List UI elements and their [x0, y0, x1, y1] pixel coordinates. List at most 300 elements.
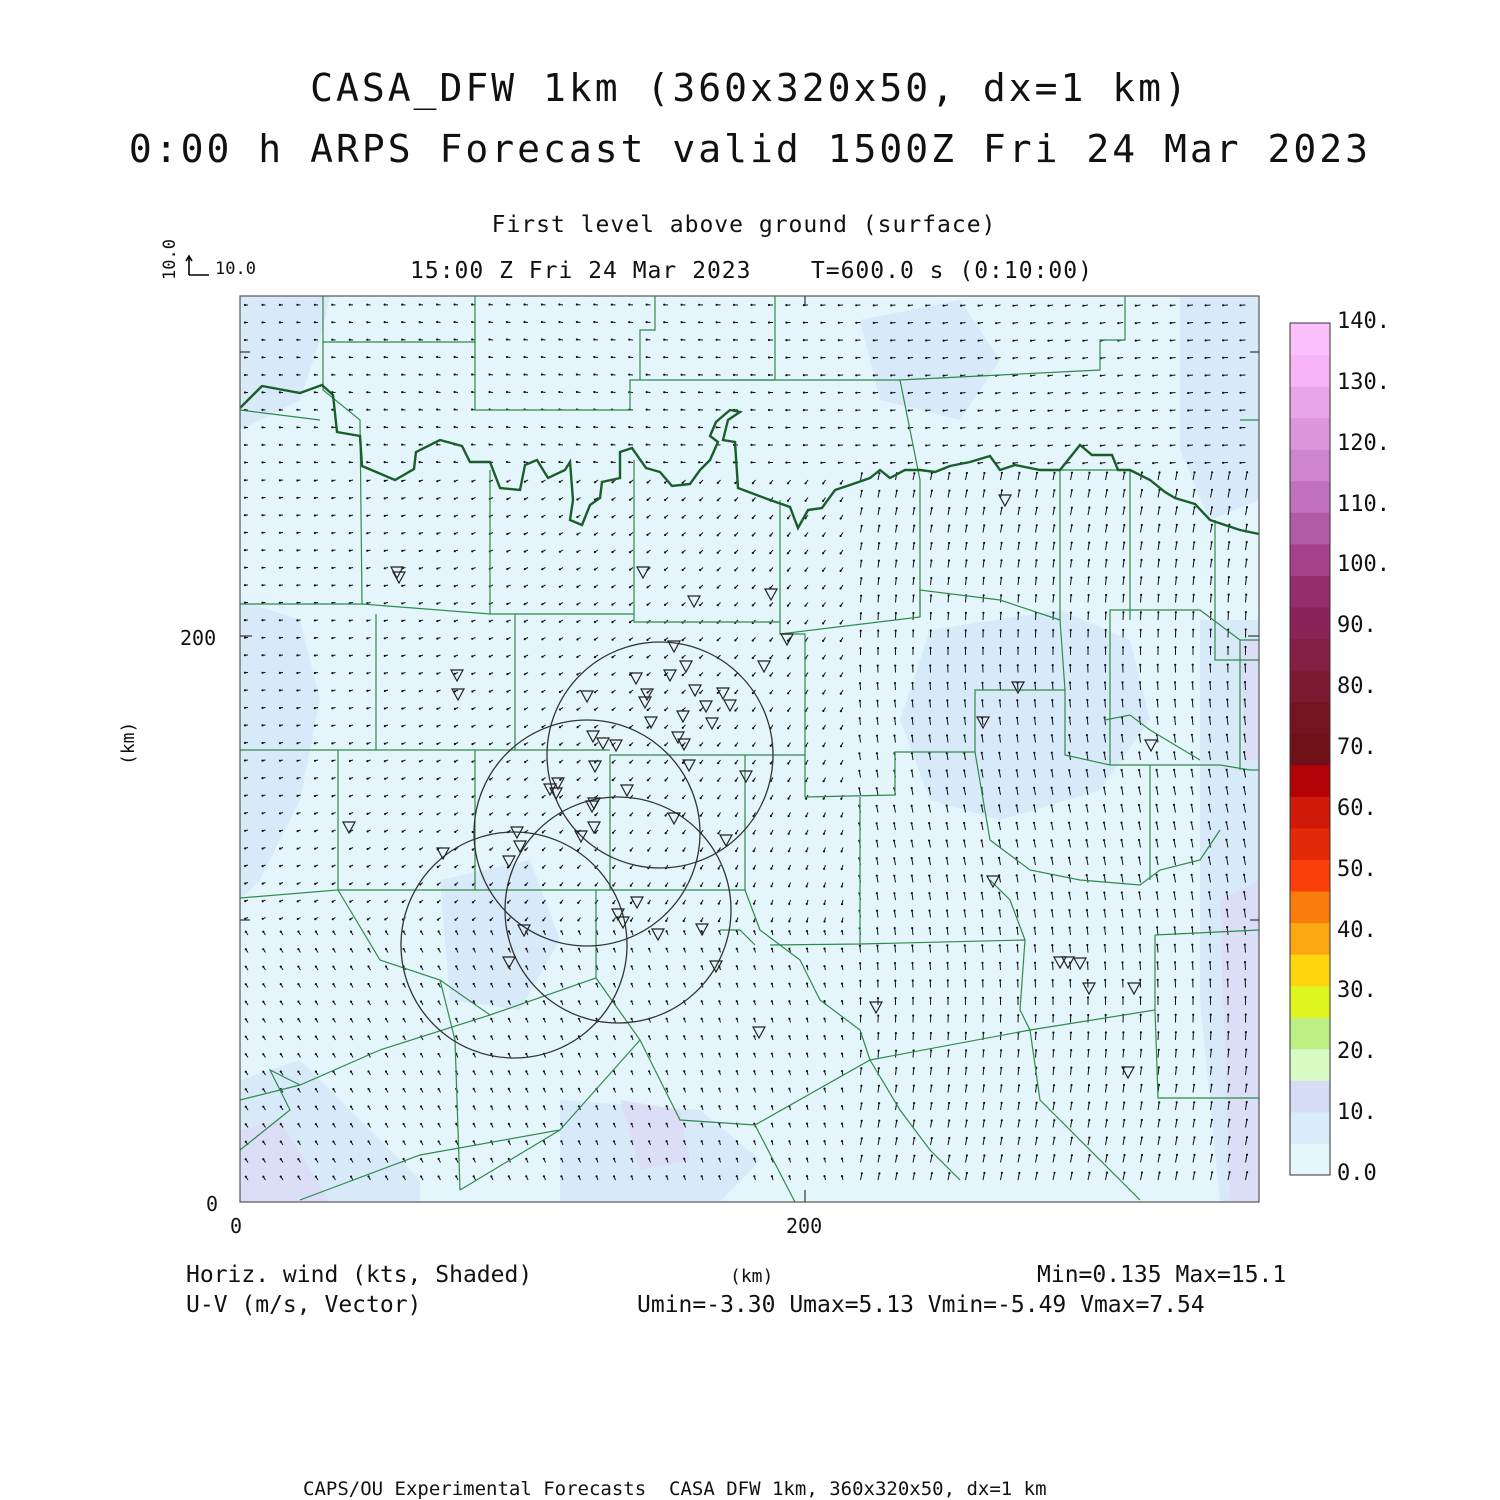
wind-vector-head [366, 813, 368, 815]
wind-vector-head [1190, 856, 1192, 858]
wind-vector-head [506, 691, 508, 693]
wind-vector-head [663, 321, 665, 323]
min-max-readout: Min=0.135 Max=15.1 [1037, 1262, 1287, 1288]
wind-vector-head [665, 814, 667, 816]
wind-vector-head [966, 489, 968, 491]
wind-vector-head [262, 847, 264, 849]
wind-vector-head [858, 770, 860, 772]
wind-vector-head [349, 444, 351, 446]
wind-vector-head [454, 796, 456, 798]
wind-vector-head [948, 594, 950, 596]
wind-vector [1228, 962, 1229, 970]
wind-vector-head [454, 461, 456, 463]
wind-vector-head [542, 849, 544, 851]
wind-vector-head [612, 867, 614, 869]
wind-vector-head [663, 409, 665, 411]
wind-vector [1088, 595, 1089, 603]
wind-vector-head [981, 857, 983, 859]
wind-vector-head [436, 373, 438, 375]
wind-vector-head [947, 1014, 949, 1016]
wind-vector-head [436, 725, 438, 727]
wind-vector-head [244, 567, 246, 569]
wind-vector-head [930, 1032, 932, 1034]
wind-vector-head [946, 927, 948, 929]
wind-vector-head [750, 321, 752, 323]
wind-vector-head [911, 787, 913, 789]
wind-vector-head [1225, 856, 1227, 858]
wind-vector-head [367, 830, 369, 832]
wind-vector-head [314, 619, 316, 621]
wind-vector-head [648, 920, 650, 922]
wind-vector-head [612, 849, 614, 851]
wind-vector-head [436, 743, 438, 745]
wind-vector-head [718, 867, 720, 869]
wind-vector-head [768, 391, 770, 393]
wind-vector-head [1052, 979, 1054, 981]
wind-vector-head [735, 903, 737, 905]
wind-vector-head [576, 426, 578, 428]
wind-vector-head [646, 586, 648, 588]
wind-vector-head [1034, 962, 1036, 964]
wind-vector-head [1105, 1014, 1107, 1016]
wind-vector-head [785, 462, 787, 464]
wind-vector-head [804, 587, 806, 589]
wind-vector-head [1086, 944, 1088, 946]
wind-vector-head [1173, 856, 1175, 858]
wind-vector-head [861, 525, 863, 527]
wind-vector-head [314, 391, 316, 393]
wind-vector-head [558, 461, 560, 463]
wind-vector-head [385, 930, 387, 932]
wind-vector-head [349, 356, 351, 358]
wind-vector-head [366, 444, 368, 446]
wind-vector-head [855, 444, 857, 446]
wind-vector-head [908, 392, 910, 394]
wind-vector-head [665, 850, 667, 852]
wind-vector-head [699, 517, 701, 519]
wind-vector [1158, 682, 1159, 690]
wind-vector-head [296, 549, 298, 551]
wind-vector-head [1157, 996, 1159, 998]
wind-vector-head [1086, 752, 1088, 754]
wind-vector-head [913, 525, 915, 527]
wind-vector-head [279, 532, 281, 534]
wind-vector-head [716, 409, 718, 411]
wind-vector-head [1211, 506, 1213, 508]
wind-vector-head [331, 426, 333, 428]
wind-vector-head [543, 1000, 545, 1002]
wind-vector-head [698, 374, 700, 376]
wind-vector-head [947, 997, 949, 999]
wind-vector-head [331, 672, 333, 674]
wind-vector-head [331, 549, 333, 551]
wind-vector-head [1208, 821, 1210, 823]
wind-vector-head [1152, 340, 1154, 342]
wind-vector-head [523, 338, 525, 340]
wind-vector-head [631, 1035, 633, 1037]
wind-vector-head [666, 965, 668, 967]
wind-vector-head [1156, 716, 1158, 718]
wind-vector-head [349, 391, 351, 393]
wind-vector-head [983, 489, 985, 491]
wind-vector-head [1082, 410, 1084, 412]
wind-vector-head [946, 944, 948, 946]
wind-vector-head [1000, 594, 1002, 596]
wind-vector-head [296, 637, 298, 639]
wind-vector [1070, 945, 1071, 952]
wind-vector-head [787, 482, 789, 484]
wind-vector-head [978, 462, 980, 464]
wind-vector [1088, 963, 1089, 971]
wind-vector-head [1086, 874, 1088, 876]
wind-vector-head [999, 997, 1001, 999]
wind-vector-head [1245, 628, 1247, 630]
wind-vector-head [840, 745, 842, 747]
wind-vector-head [999, 664, 1001, 666]
wind-vector-head [788, 1000, 790, 1002]
wind-vector-head [822, 692, 824, 694]
wind-vector-head [489, 638, 491, 640]
wind-vector-head [401, 585, 403, 587]
wind-vector-head [349, 918, 351, 920]
wind-vector-head [1033, 909, 1035, 911]
wind-vector-head [683, 920, 685, 922]
wind-vector-head [1016, 839, 1018, 841]
wind-vector-head [436, 778, 438, 780]
wind-vector-head [682, 517, 684, 519]
wind-vector-head [1105, 559, 1107, 561]
wind-vector-head [1070, 612, 1072, 614]
wind-vector-head [1192, 664, 1194, 666]
wind-vector-head [999, 717, 1001, 719]
wind-vector-head [1121, 874, 1123, 876]
wind-vector-head [1222, 392, 1224, 394]
wind-vector-head [594, 656, 596, 658]
wind-vector-head [1000, 1032, 1002, 1034]
wind-vector-head [1226, 769, 1228, 771]
wind-vector-head [1121, 751, 1123, 753]
wind-vector-head [1085, 822, 1087, 824]
wind-vector-head [331, 356, 333, 358]
wind-vector-head [1121, 681, 1123, 683]
wind-vector-head [1174, 979, 1176, 981]
wind-vector-head [911, 822, 913, 824]
wind-vector-head [613, 1035, 615, 1037]
wind-vector-head [244, 654, 246, 656]
wind-vector-head [245, 1018, 247, 1020]
wind-vector-head [1082, 357, 1084, 359]
wind-vector-head [1088, 594, 1090, 596]
wind-vector-head [1170, 304, 1172, 306]
wind-vector-head [403, 983, 405, 985]
wind-vector-head [1087, 1014, 1089, 1016]
wind-vector-head [785, 322, 787, 324]
wind-vector-head [490, 948, 492, 950]
wind-vector-head [349, 690, 351, 692]
wind-vector-head [1016, 944, 1018, 946]
wind-vector-head [1069, 997, 1071, 999]
wind-vector-head [1138, 751, 1140, 753]
wind-vector-head [734, 499, 736, 501]
wind-vector-head [1047, 305, 1049, 307]
wind-vector-head [349, 795, 351, 797]
wind-vector-head [1239, 444, 1241, 446]
wind-vector-head [1104, 996, 1106, 998]
wind-vector-head [384, 356, 386, 358]
wind-vector-head [1170, 357, 1172, 359]
wind-vector-head [558, 391, 560, 393]
wind-vector-head [1068, 839, 1070, 841]
wind-vector-head [1033, 752, 1035, 754]
wind-vector-head [628, 426, 630, 428]
wind-vector-head [1082, 375, 1084, 377]
wind-vector-head [366, 778, 368, 780]
wind-vector-head [698, 356, 700, 358]
level-label: First level above ground (surface) [491, 212, 997, 238]
wind-vector-head [1121, 786, 1123, 788]
wind-vector-head [768, 426, 770, 428]
wind-vector-head [1121, 699, 1123, 701]
wind-vector-head [1036, 524, 1038, 526]
wind-vector-head [1047, 445, 1049, 447]
wind-vector-head [576, 338, 578, 340]
wind-vector-head [1225, 839, 1227, 841]
wind-vector-head [594, 709, 596, 711]
wind-vector-head [1016, 699, 1018, 701]
wind-vector-head [647, 832, 649, 834]
wind-vector-head [314, 497, 316, 499]
wind-vector-head [279, 760, 281, 762]
wind-vector [1123, 682, 1124, 690]
wind-vector-head [1104, 646, 1106, 648]
wind-vector-head [788, 850, 790, 852]
wind-vector-head [261, 304, 263, 306]
wind-vector-head [771, 903, 773, 905]
wind-vector-head [488, 356, 490, 358]
wind-vector-head [1174, 996, 1176, 998]
wind-vector-head [436, 461, 438, 463]
wind-vector-head [929, 717, 931, 719]
wind-vector-head [1068, 734, 1070, 736]
wind-vector-head [314, 461, 316, 463]
wind-vector-head [895, 630, 897, 632]
wind-vector-head [750, 444, 752, 446]
wind-vector-head [558, 356, 560, 358]
wind-vector-head [1176, 471, 1178, 473]
wind-vector-head [350, 1018, 352, 1020]
wind-vector-head [1239, 304, 1241, 306]
wind-vector-head [912, 979, 914, 981]
wind-vector-head [244, 900, 246, 902]
wind-vector-head [244, 444, 246, 446]
wind-vector-head [948, 559, 950, 561]
wind-vector-head [296, 689, 298, 691]
wind-vector-head [1152, 462, 1154, 464]
wind-vector-head [698, 321, 700, 323]
wind-vector-head [681, 444, 683, 446]
wind-vector-head [436, 321, 438, 323]
wind-vector-head [943, 322, 945, 324]
wind-vector-head [629, 551, 631, 553]
wind-vector-head [698, 461, 700, 463]
wind-vector-head [506, 656, 508, 658]
wind-vector-head [1086, 681, 1088, 683]
map-panel [240, 296, 1259, 1202]
wind-vector-head [965, 1014, 967, 1016]
wind-vector-head [244, 391, 246, 393]
wind-vector-head [664, 639, 666, 641]
wind-vector-head [628, 461, 630, 463]
wind-vector-head [928, 857, 930, 859]
wind-vector-head [752, 727, 754, 729]
wind-vector-head [593, 356, 595, 358]
wind-vector-head [1205, 427, 1207, 429]
wind-vector-head [436, 550, 438, 552]
wind-vector-head [820, 462, 822, 464]
wind-vector-head [244, 637, 246, 639]
wind-vector-head [1138, 856, 1140, 858]
wind-vector-head [1065, 410, 1067, 412]
wind-vector-head [1175, 611, 1177, 613]
wind-vector-head [717, 780, 719, 782]
wind-vector-head [314, 567, 316, 569]
wind-vector-head [314, 339, 316, 341]
wind-vector-head [1138, 821, 1140, 823]
wind-vector-head [542, 831, 544, 833]
wind-vector-head [787, 762, 789, 764]
wind-vector-head [402, 813, 404, 815]
wind-vector-head [367, 1035, 369, 1037]
wind-vector-head [436, 620, 438, 622]
wind-vector-head [1228, 594, 1230, 596]
wind-vector-head [349, 760, 351, 762]
wind-vector-head [1191, 681, 1193, 683]
wind-vector-head [437, 884, 439, 886]
wind-vector-head [543, 948, 545, 950]
wind-vector-head [542, 884, 544, 886]
wind-vector-head [611, 444, 613, 446]
wind-vector-head [1087, 646, 1089, 648]
wind-vector-head [820, 304, 822, 306]
wind-vector-head [1123, 472, 1125, 474]
wind-vector-head [1117, 445, 1119, 447]
wind-vector-head [244, 549, 246, 551]
wind-vector-head [454, 655, 456, 657]
wind-vector-head [489, 620, 491, 622]
wind-vector-head [366, 515, 368, 517]
wind-vector-head [822, 727, 824, 729]
wind-vector-head [1173, 821, 1175, 823]
wind-vector-head [366, 725, 368, 727]
wind-vector-head [960, 427, 962, 429]
wind-vector-head [629, 779, 631, 781]
wind-vector [1106, 595, 1107, 603]
wind-vector-head [964, 664, 966, 666]
wind-vector-head [436, 568, 438, 570]
wind-vector-head [716, 461, 718, 463]
wind-vector-head [1030, 375, 1032, 377]
wind-vector-head [403, 930, 405, 932]
wind-vector-head [1246, 541, 1248, 543]
wind-vector-head [523, 426, 525, 428]
wind-vector-head [436, 426, 438, 428]
wind-vector-head [995, 340, 997, 342]
wind-vector-head [1105, 611, 1107, 613]
wind-vector-head [506, 533, 508, 535]
wind-vector-head [506, 481, 508, 483]
wind-vector-head [1088, 559, 1090, 561]
wind-vector-head [525, 965, 527, 967]
wind-vector-head [1138, 734, 1140, 736]
wind-vector-head [1138, 769, 1140, 771]
wind-vector-head [279, 672, 281, 674]
wind-vector-head [1205, 322, 1207, 324]
wind-vector-head [280, 1001, 282, 1003]
wind-vector-head [454, 603, 456, 605]
wind-vector-head [699, 692, 701, 694]
wind-vector-head [576, 551, 578, 553]
wind-vector-head [1047, 340, 1049, 342]
wind-vector-head [471, 356, 473, 358]
wind-vector-head [1121, 909, 1123, 911]
wind-vector-head [436, 638, 438, 640]
wind-vector-head [788, 965, 790, 967]
wind-vector-head [594, 779, 596, 781]
wind-vector-head [1156, 699, 1158, 701]
wind-vector-head [787, 745, 789, 747]
wind-vector-head [1244, 926, 1246, 928]
wind-vector-head [245, 931, 247, 933]
wind-vector-head [736, 965, 738, 967]
wind-vector-head [297, 883, 299, 885]
wind-vector-head [611, 639, 613, 641]
wind-vector-head [664, 586, 666, 588]
wind-vector-head [315, 931, 317, 933]
wind-vector-head [401, 620, 403, 622]
wind-vector-head [629, 569, 631, 571]
wind-vector-head [1141, 506, 1143, 508]
wind-vector-head [1187, 444, 1189, 446]
wind-vector-head [297, 1001, 299, 1003]
wind-vector-head [964, 717, 966, 719]
wind-vector-head [717, 569, 719, 571]
wind-vector-head [261, 760, 263, 762]
wind-vector-head [436, 391, 438, 393]
wind-vector-head [995, 392, 997, 394]
wind-vector-head [877, 1015, 879, 1017]
wind-vector-head [594, 691, 596, 693]
wind-vector-head [823, 920, 825, 922]
wind-vector-head [559, 603, 561, 605]
wind-vector-head [1157, 1031, 1159, 1033]
wind-vector-head [788, 1035, 790, 1037]
wind-vector-head [718, 948, 720, 950]
wind-vector-head [894, 717, 896, 719]
wind-vector-head [438, 948, 440, 950]
wind-vector-head [963, 909, 965, 911]
wind-vector-head [894, 682, 896, 684]
wind-vector-head [1070, 577, 1072, 579]
wind-vector-head [750, 356, 752, 358]
wind-vector-head [559, 849, 561, 851]
wind-vector-head [860, 560, 862, 562]
wind-vector-head [245, 966, 247, 968]
wind-vector-head [753, 868, 755, 870]
wind-vector-head [489, 778, 491, 780]
wind-vector-head [473, 930, 475, 932]
wind-vector-head [1170, 392, 1172, 394]
wind-vector-head [769, 604, 771, 606]
